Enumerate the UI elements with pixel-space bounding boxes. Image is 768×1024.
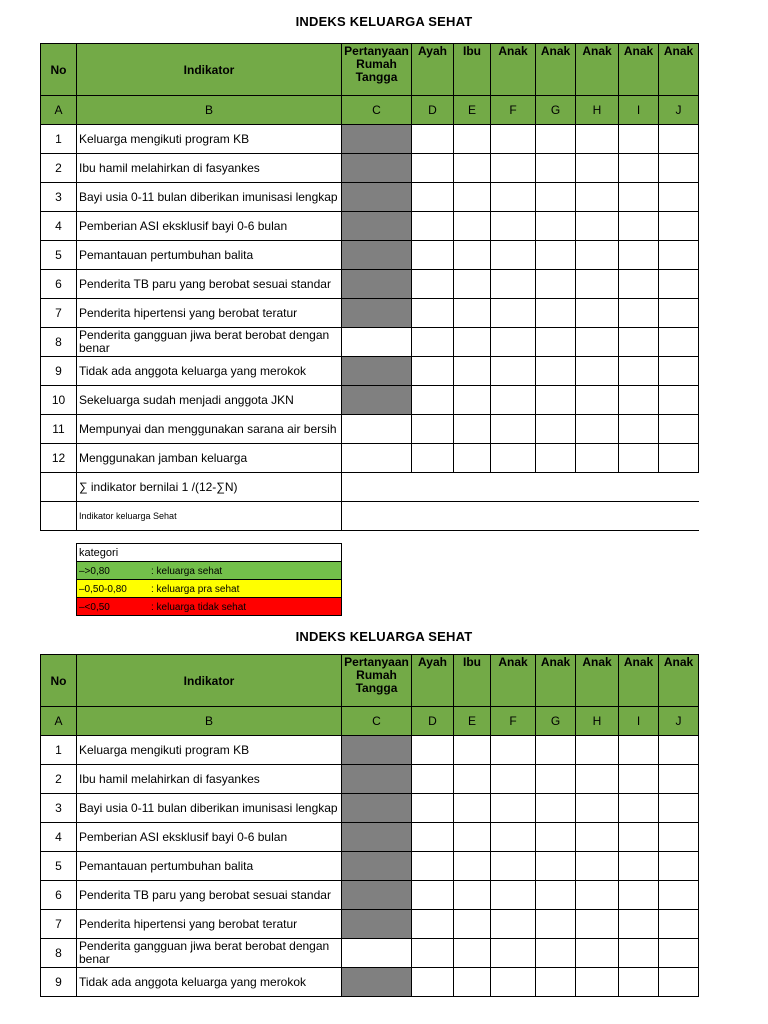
row-indicator: Keluarga mengikuti program KB [77,125,342,154]
row-member-cell[interactable] [619,154,659,183]
col-letter: G [536,707,576,736]
col-letter: B [77,707,342,736]
row-member-cell[interactable] [619,939,659,968]
row-member-cell[interactable] [491,910,536,939]
kategori-label: : keluarga pra sehat [151,583,240,595]
row-member-cell[interactable] [659,852,699,881]
row-member-cell[interactable] [454,823,491,852]
row-member-cell[interactable] [491,765,536,794]
sum-no-cell [41,473,77,502]
row-member-cell[interactable] [576,881,619,910]
row-number: 5 [41,852,77,881]
row-member-cell[interactable] [619,910,659,939]
row-number: 8 [41,328,77,357]
row-number: 7 [41,299,77,328]
row-pertanyaan-cell[interactable] [342,386,412,415]
row-member-cell[interactable] [659,444,699,473]
row-pertanyaan-cell[interactable] [342,968,412,997]
kategori-range: –<0,50 [79,601,110,613]
row-member-cell[interactable] [659,212,699,241]
kategori-range: –>0,80 [79,565,110,577]
row-indicator: Pemantauan pertumbuhan balita [77,852,342,881]
row-member-cell[interactable] [619,968,659,997]
row-member-cell[interactable] [454,125,491,154]
table-row [41,765,699,794]
row-number: 7 [41,910,77,939]
row-member-cell[interactable] [619,386,659,415]
iks-no-cell [41,502,77,531]
row-pertanyaan-cell[interactable] [342,270,412,299]
header-ayah: Ayah [412,44,454,96]
row-member-cell[interactable] [412,183,454,212]
row-member-cell[interactable] [659,794,699,823]
table-row [41,357,699,386]
row-member-cell[interactable] [536,823,576,852]
row-member-cell[interactable] [412,299,454,328]
row-member-cell[interactable] [536,357,576,386]
row-indicator: Mempunyai dan menggunakan sarana air bersih [77,415,342,444]
row-member-cell[interactable] [576,299,619,328]
row-member-cell[interactable] [454,939,491,968]
row-member-cell[interactable] [619,357,659,386]
row-member-cell[interactable] [536,852,576,881]
indeks-table-1 [40,43,699,531]
row-member-cell[interactable] [576,357,619,386]
row-member-cell[interactable] [412,444,454,473]
row-member-cell[interactable] [576,823,619,852]
row-member-cell[interactable] [454,154,491,183]
row-number: 9 [41,968,77,997]
row-member-cell[interactable] [454,299,491,328]
row-pertanyaan-cell[interactable] [342,823,412,852]
row-member-cell[interactable] [659,386,699,415]
row-member-cell[interactable] [412,386,454,415]
row-member-cell[interactable] [536,212,576,241]
sum-value-cell [342,473,699,502]
row-pertanyaan-cell[interactable] [342,183,412,212]
table-row [41,968,699,997]
row-number: 6 [41,881,77,910]
row-indicator: Penderita hipertensi yang berobat teratur [77,910,342,939]
row-number: 1 [41,125,77,154]
table-row [41,910,699,939]
row-member-cell[interactable] [576,910,619,939]
kategori-item-sehat [77,562,342,580]
row-number: 1 [41,736,77,765]
header-anak: Anak [491,655,536,707]
col-letter: H [576,96,619,125]
row-member-cell[interactable] [536,968,576,997]
row-member-cell[interactable] [491,881,536,910]
table-row [41,183,699,212]
row-member-cell[interactable] [412,939,454,968]
table-row [41,823,699,852]
row-indicator: Penderita gangguan jiwa berat berobat dengan benar [77,939,342,968]
header-pertanyaan: Pertanyaan Rumah Tangga [342,44,412,96]
table-row [41,270,699,299]
row-member-cell[interactable] [491,968,536,997]
row-member-cell[interactable] [454,444,491,473]
header-indikator: Indikator [77,655,342,707]
row-pertanyaan-cell[interactable] [342,939,412,968]
row-pertanyaan-cell[interactable] [342,328,412,357]
row-indicator: Tidak ada anggota keluarga yang merokok [77,968,342,997]
row-indicator: Bayi usia 0-11 bulan diberikan imunisasi lengkap [77,183,342,212]
row-member-cell[interactable] [412,968,454,997]
header-no: No [41,44,77,96]
row-member-cell[interactable] [491,154,536,183]
row-member-cell[interactable] [491,444,536,473]
col-letter: B [77,96,342,125]
row-member-cell[interactable] [412,794,454,823]
row-number: 8 [41,939,77,968]
kategori-title: kategori [77,544,342,562]
row-member-cell[interactable] [659,910,699,939]
row-member-cell[interactable] [491,357,536,386]
row-member-cell[interactable] [454,910,491,939]
row-number: 4 [41,823,77,852]
row-member-cell[interactable] [491,125,536,154]
col-letter: G [536,96,576,125]
row-member-cell[interactable] [454,765,491,794]
row-number: 11 [41,415,77,444]
row-member-cell[interactable] [412,881,454,910]
row-indicator: Penderita gangguan jiwa berat berobat dengan benar [77,328,342,357]
row-member-cell[interactable] [454,357,491,386]
col-letter: F [491,96,536,125]
row-member-cell[interactable] [412,212,454,241]
row-indicator: Penderita TB paru yang berobat sesuai standar [77,881,342,910]
row-member-cell[interactable] [454,270,491,299]
row-member-cell[interactable] [454,794,491,823]
row-member-cell[interactable] [536,881,576,910]
row-member-cell[interactable] [491,794,536,823]
row-member-cell[interactable] [536,183,576,212]
row-member-cell[interactable] [659,736,699,765]
row-member-cell[interactable] [576,154,619,183]
table-row [41,881,699,910]
row-member-cell[interactable] [536,736,576,765]
row-number: 5 [41,241,77,270]
row-number: 6 [41,270,77,299]
col-letter: J [659,707,699,736]
row-member-cell[interactable] [491,736,536,765]
row-member-cell[interactable] [491,270,536,299]
row-indicator: Ibu hamil melahirkan di fasyankes [77,154,342,183]
row-member-cell[interactable] [659,357,699,386]
row-pertanyaan-cell[interactable] [342,154,412,183]
row-indicator: Sekeluarga sudah menjadi anggota JKN [77,386,342,415]
row-member-cell[interactable] [412,852,454,881]
row-member-cell[interactable] [454,328,491,357]
row-member-cell[interactable] [576,852,619,881]
row-member-cell[interactable] [536,794,576,823]
table-row [41,794,699,823]
row-member-cell[interactable] [491,241,536,270]
table-row [41,328,699,357]
row-member-cell[interactable] [576,415,619,444]
row-number: 4 [41,212,77,241]
col-letter: I [619,96,659,125]
row-member-cell[interactable] [659,183,699,212]
row-member-cell[interactable] [454,241,491,270]
row-member-cell[interactable] [454,968,491,997]
table-row [41,415,699,444]
indeks-table-2 [40,654,699,997]
col-letter: D [412,96,454,125]
row-member-cell[interactable] [659,968,699,997]
table-row [41,736,699,765]
header-ibu: Ibu [454,655,491,707]
kategori-label: : keluarga tidak sehat [151,601,247,613]
row-number: 3 [41,183,77,212]
row-member-cell[interactable] [454,415,491,444]
header-anak: Anak [491,44,536,96]
col-letter: E [454,707,491,736]
row-member-cell[interactable] [659,765,699,794]
row-indicator: Keluarga mengikuti program KB [77,736,342,765]
header-anak: Anak [536,44,576,96]
row-member-cell[interactable] [659,415,699,444]
table-row [41,852,699,881]
row-number: 9 [41,357,77,386]
row-member-cell[interactable] [659,939,699,968]
row-member-cell[interactable] [454,736,491,765]
row-member-cell[interactable] [619,299,659,328]
row-member-cell[interactable] [619,183,659,212]
row-indicator: Menggunakan jamban keluarga [77,444,342,473]
row-pertanyaan-cell[interactable] [342,125,412,154]
row-member-cell[interactable] [491,852,536,881]
row-member-cell[interactable] [412,910,454,939]
col-letter: A [41,707,77,736]
table-row [41,299,699,328]
row-indicator: Pemberian ASI eksklusif bayi 0-6 bulan [77,212,342,241]
table-row [41,939,699,968]
table-row [41,212,699,241]
row-member-cell[interactable] [576,125,619,154]
row-member-cell[interactable] [659,270,699,299]
row-member-cell[interactable] [412,125,454,154]
row-indicator: Tidak ada anggota keluarga yang merokok [77,357,342,386]
row-pertanyaan-cell[interactable] [342,852,412,881]
row-member-cell[interactable] [619,881,659,910]
row-pertanyaan-cell[interactable] [342,444,412,473]
row-number: 3 [41,794,77,823]
header-anak: Anak [659,655,699,707]
row-member-cell[interactable] [491,823,536,852]
row-member-cell[interactable] [619,125,659,154]
row-member-cell[interactable] [454,212,491,241]
header-ibu: Ibu [454,44,491,96]
row-member-cell[interactable] [576,444,619,473]
row-number: 2 [41,765,77,794]
row-member-cell[interactable] [659,881,699,910]
row-member-cell[interactable] [536,125,576,154]
row-member-cell[interactable] [576,736,619,765]
row-member-cell[interactable] [576,183,619,212]
row-pertanyaan-cell[interactable] [342,881,412,910]
row-member-cell[interactable] [659,823,699,852]
col-letter: H [576,707,619,736]
header-anak: Anak [619,655,659,707]
kategori-legend [76,543,342,616]
row-member-cell[interactable] [412,357,454,386]
kategori-range: –0,50-0,80 [79,583,127,595]
header-ayah: Ayah [412,655,454,707]
row-member-cell[interactable] [536,241,576,270]
row-member-cell[interactable] [536,270,576,299]
row-member-cell[interactable] [619,823,659,852]
row-member-cell[interactable] [576,794,619,823]
row-member-cell[interactable] [491,328,536,357]
row-member-cell[interactable] [619,212,659,241]
row-indicator: Penderita TB paru yang berobat sesuai standar [77,270,342,299]
col-letter: F [491,707,536,736]
table-row [41,386,699,415]
row-pertanyaan-cell[interactable] [342,357,412,386]
row-member-cell[interactable] [659,154,699,183]
row-number: 10 [41,386,77,415]
row-indicator: Penderita hipertensi yang berobat teratur [77,299,342,328]
row-member-cell[interactable] [491,183,536,212]
col-letter: A [41,96,77,125]
table-row [41,241,699,270]
row-member-cell[interactable] [659,241,699,270]
page-title: INDEKS KELUARGA SEHAT [295,14,473,29]
row-indicator: Ibu hamil melahirkan di fasyankes [77,765,342,794]
row-member-cell[interactable] [454,386,491,415]
row-member-cell[interactable] [536,939,576,968]
row-member-cell[interactable] [536,299,576,328]
table-row [41,444,699,473]
col-letter: J [659,96,699,125]
row-member-cell[interactable] [454,183,491,212]
row-member-cell[interactable] [412,765,454,794]
row-pertanyaan-cell[interactable] [342,794,412,823]
row-member-cell[interactable] [659,328,699,357]
row-member-cell[interactable] [576,939,619,968]
kategori-label: : keluarga sehat [151,565,223,577]
row-member-cell[interactable] [619,241,659,270]
row-member-cell[interactable] [454,881,491,910]
row-pertanyaan-cell[interactable] [342,241,412,270]
row-member-cell[interactable] [619,415,659,444]
table-row [41,125,699,154]
page-title-2: INDEKS KELUARGA SEHAT [295,629,473,644]
col-letter: I [619,707,659,736]
row-member-cell[interactable] [536,765,576,794]
row-member-cell[interactable] [619,328,659,357]
kategori-item-pra-sehat [77,580,342,598]
row-member-cell[interactable] [412,241,454,270]
iks-label: Indikator keluarga Sehat [77,502,342,531]
row-pertanyaan-cell[interactable] [342,212,412,241]
header-no: No [41,655,77,707]
row-member-cell[interactable] [536,154,576,183]
row-member-cell[interactable] [576,386,619,415]
row-indicator: Bayi usia 0-11 bulan diberikan imunisasi lengkap [77,794,342,823]
row-member-cell[interactable] [536,444,576,473]
row-member-cell[interactable] [412,823,454,852]
header-anak: Anak [536,655,576,707]
row-member-cell[interactable] [576,328,619,357]
col-letter: D [412,707,454,736]
row-pertanyaan-cell[interactable] [342,765,412,794]
row-member-cell[interactable] [619,765,659,794]
col-letter: C [342,707,412,736]
row-pertanyaan-cell[interactable] [342,736,412,765]
iks-value-cell [342,502,699,531]
col-letter: C [342,96,412,125]
row-member-cell[interactable] [619,852,659,881]
row-member-cell[interactable] [576,212,619,241]
header-indikator: Indikator [77,44,342,96]
header-anak: Anak [619,44,659,96]
row-member-cell[interactable] [619,736,659,765]
row-member-cell[interactable] [412,154,454,183]
row-member-cell[interactable] [619,444,659,473]
row-indicator: Pemantauan pertumbuhan balita [77,241,342,270]
row-number: 12 [41,444,77,473]
row-number: 2 [41,154,77,183]
row-member-cell[interactable] [536,386,576,415]
row-member-cell[interactable] [491,386,536,415]
header-anak: Anak [576,655,619,707]
row-member-cell[interactable] [412,415,454,444]
row-pertanyaan-cell[interactable] [342,299,412,328]
header-anak: Anak [576,44,619,96]
row-member-cell[interactable] [659,125,699,154]
row-pertanyaan-cell[interactable] [342,415,412,444]
row-indicator: Pemberian ASI eksklusif bayi 0-6 bulan [77,823,342,852]
row-member-cell[interactable] [491,939,536,968]
row-member-cell[interactable] [576,968,619,997]
row-member-cell[interactable] [491,212,536,241]
row-member-cell[interactable] [491,415,536,444]
kategori-item-tidak-sehat [77,598,342,616]
row-member-cell[interactable] [412,270,454,299]
row-member-cell[interactable] [454,852,491,881]
row-member-cell[interactable] [491,299,536,328]
table-row [41,154,699,183]
row-member-cell[interactable] [619,270,659,299]
row-member-cell[interactable] [412,328,454,357]
row-member-cell[interactable] [536,910,576,939]
col-letter: E [454,96,491,125]
header-anak: Anak [659,44,699,96]
row-pertanyaan-cell[interactable] [342,910,412,939]
row-member-cell[interactable] [536,415,576,444]
sum-label: ∑ indikator bernilai 1 /(12-∑N) [77,473,342,502]
row-member-cell[interactable] [576,241,619,270]
row-member-cell[interactable] [536,328,576,357]
row-member-cell[interactable] [619,794,659,823]
header-pertanyaan: Pertanyaan Rumah Tangga [342,655,412,707]
row-member-cell[interactable] [576,270,619,299]
row-member-cell[interactable] [659,299,699,328]
row-member-cell[interactable] [412,736,454,765]
row-member-cell[interactable] [576,765,619,794]
